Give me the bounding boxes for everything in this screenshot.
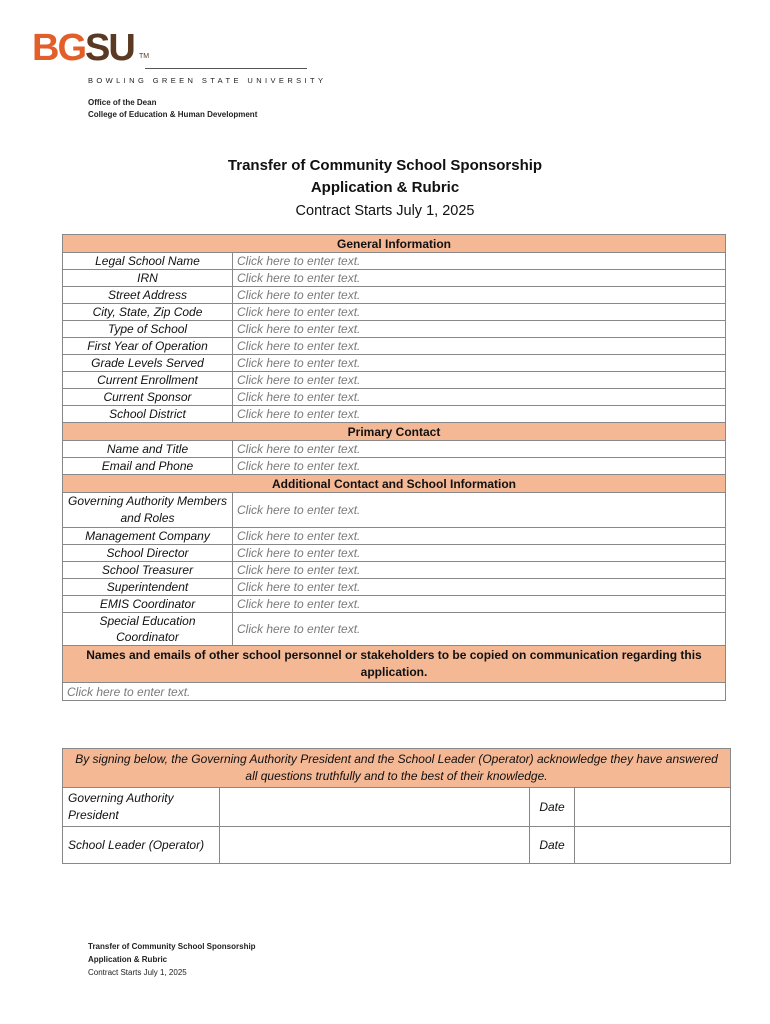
leader-date-label: Date <box>530 827 575 864</box>
office-info <box>88 97 257 121</box>
footer-line-3: Contract Starts July 1, 2025 <box>88 968 187 977</box>
field-label: Superintendent <box>63 579 233 596</box>
leader-date-field[interactable] <box>575 827 731 864</box>
field-label: School Treasurer <box>63 562 233 579</box>
office-line: Office of the Dean <box>88 98 157 107</box>
footer-line-2: Application & Rubric <box>88 955 168 964</box>
field-label: Grade Levels Served <box>63 355 233 372</box>
field-label: Name and Title <box>63 441 233 458</box>
form-row <box>63 596 726 613</box>
school-leader-label: School Leader (Operator) <box>63 827 220 864</box>
form-row <box>63 321 726 338</box>
logo-divider <box>145 68 307 69</box>
field-label: Street Address <box>63 287 233 304</box>
bgsu-logo <box>32 27 150 69</box>
signature-table <box>62 748 731 864</box>
university-name: BOWLING GREEN STATE UNIVERSITY <box>88 76 327 85</box>
ga-president-signature-field[interactable] <box>220 788 530 827</box>
form-row <box>63 253 726 270</box>
title-line-2: Application & Rubric <box>310 179 460 196</box>
trademark-mark: TM <box>139 53 150 60</box>
application-form-table <box>62 234 726 701</box>
text-entry-field[interactable]: Click here to enter text. <box>233 287 726 304</box>
form-row <box>63 493 726 528</box>
field-label: School Director <box>63 545 233 562</box>
school-leader-signature-field[interactable] <box>220 827 530 864</box>
text-entry-field[interactable]: Click here to enter text. <box>233 304 726 321</box>
field-label: Current Enrollment <box>63 372 233 389</box>
text-entry-field[interactable]: Click here to enter text. <box>233 528 726 545</box>
section-header-primary: Primary Contact <box>63 423 726 441</box>
text-entry-field[interactable]: Click here to enter text. <box>233 253 726 270</box>
text-entry-field[interactable]: Click here to enter text. <box>233 372 726 389</box>
form-row <box>63 389 726 406</box>
college-line: College of Education & Human Development <box>88 110 258 119</box>
text-entry-field[interactable]: Click here to enter text. <box>233 579 726 596</box>
text-entry-field[interactable]: Click here to enter text. <box>233 458 726 475</box>
form-row <box>63 562 726 579</box>
form-row <box>63 355 726 372</box>
form-row <box>63 545 726 562</box>
field-label: EMIS Coordinator <box>63 596 233 613</box>
form-row <box>63 458 726 475</box>
text-entry-field[interactable]: Click here to enter text. <box>233 355 726 372</box>
field-label: Email and Phone <box>63 458 233 475</box>
text-entry-field[interactable]: Click here to enter text. <box>233 321 726 338</box>
form-row <box>63 270 726 287</box>
acknowledgement-text: By signing below, the Governing Authority President and the School Leader (Operator) acknowledge they have answered all questions truthfully and to the best of their knowledge. <box>63 749 731 788</box>
field-label: IRN <box>63 270 233 287</box>
ga-date-label: Date <box>530 788 575 827</box>
text-entry-field[interactable]: Click here to enter text. <box>233 545 726 562</box>
field-label: Management Company <box>63 528 233 545</box>
form-row <box>63 613 726 646</box>
form-row <box>63 441 726 458</box>
title-line-1: Transfer of Community School Sponsorship <box>227 157 543 174</box>
field-label: Current Sponsor <box>63 389 233 406</box>
form-row <box>63 287 726 304</box>
section-header-general: General Information <box>63 235 726 253</box>
field-label: Type of School <box>63 321 233 338</box>
form-row <box>63 338 726 355</box>
text-entry-field[interactable]: Click here to enter text. <box>233 596 726 613</box>
footer-line-1: Transfer of Community School Sponsorship <box>88 942 256 951</box>
text-entry-field[interactable]: Click here to enter text. <box>233 613 726 646</box>
form-row <box>63 372 726 389</box>
field-label: City, State, Zip Code <box>63 304 233 321</box>
field-label: School District <box>63 406 233 423</box>
section-header-additional: Additional Contact and School Information <box>63 475 726 493</box>
text-entry-field[interactable]: Click here to enter text. <box>233 406 726 423</box>
ga-president-label: Governing Authority President <box>63 788 220 827</box>
other-personnel-field[interactable]: Click here to enter text. <box>63 683 726 701</box>
text-entry-field[interactable]: Click here to enter text. <box>233 389 726 406</box>
field-label: First Year of Operation <box>63 338 233 355</box>
field-label: Legal School Name <box>63 253 233 270</box>
section-header-other-personnel: Names and emails of other school personnel or stakeholders to be copied on communication regarding this application. <box>63 646 726 683</box>
form-row <box>63 579 726 596</box>
text-entry-field[interactable]: Click here to enter text. <box>233 338 726 355</box>
text-entry-field[interactable]: Click here to enter text. <box>233 493 726 528</box>
form-row <box>63 304 726 321</box>
text-entry-field[interactable]: Click here to enter text. <box>233 441 726 458</box>
page-footer <box>88 940 256 979</box>
form-row <box>63 406 726 423</box>
text-entry-field[interactable]: Click here to enter text. <box>233 270 726 287</box>
logo-wordmark: BGSU <box>32 27 134 69</box>
ga-date-field[interactable] <box>575 788 731 827</box>
field-label: Governing Authority Members and Roles <box>63 493 233 528</box>
form-row <box>63 528 726 545</box>
field-label: Special Education Coordinator <box>63 613 233 646</box>
text-entry-field[interactable]: Click here to enter text. <box>233 562 726 579</box>
document-title <box>0 155 770 222</box>
title-line-3: Contract Starts July 1, 2025 <box>295 203 475 219</box>
